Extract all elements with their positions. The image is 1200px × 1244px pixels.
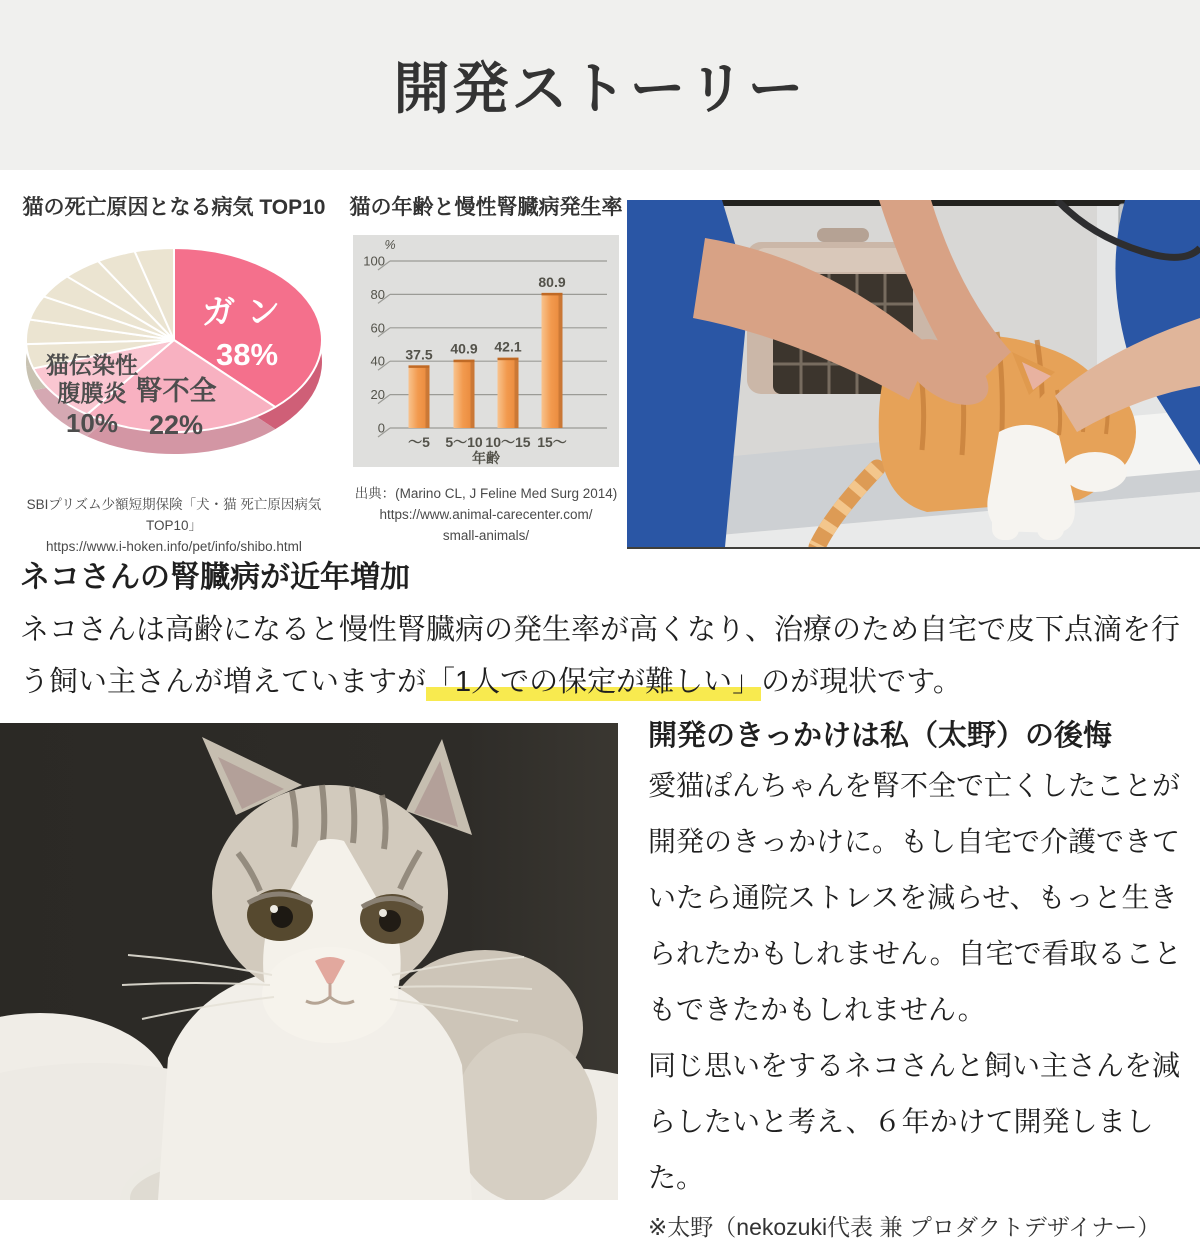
bar-chart [353, 235, 619, 467]
svg-text:10～15: 10～15 [485, 434, 531, 450]
svg-text:年齢: 年齢 [472, 450, 500, 466]
svg-text:ガン: ガン [202, 293, 292, 330]
development-story-section [648, 714, 1188, 1244]
bar-source-link: https://www.animal-carecenter.com/ [379, 507, 593, 522]
svg-text:22%: 22% [148, 410, 204, 440]
svg-text:猫伝染性: 猫伝染性 [46, 352, 138, 378]
svg-text:100: 100 [363, 253, 385, 269]
bar-source [342, 483, 630, 546]
svg-text:0: 0 [377, 420, 385, 436]
svg-text:%: % [384, 238, 396, 252]
pie-source-link: https://www.i-hoken.info/pet/info/shibo.html [46, 539, 302, 554]
pie-chart-svg [14, 235, 334, 490]
story-footnote: ※太野（nekozuki代表 兼 プロダクトデザイナー） [648, 1214, 1161, 1240]
bar-source-line: 出典：(Marino CL, J Feline Med Surg 2014) [354, 486, 618, 501]
pie-source [8, 494, 340, 557]
pie-chart-block [8, 193, 340, 557]
bar-chart-block [342, 193, 630, 546]
story-paragraph-2: 同じ思いをするネコさんと飼い主さんを減らしたいと考え、６年かけて開発しました。 [648, 1050, 1181, 1193]
vet-exam-illustration [627, 200, 1200, 547]
bar-source-link2: small-animals/ [442, 528, 530, 543]
kidney-section-body [20, 604, 1186, 708]
svg-text:37.5: 37.5 [405, 346, 433, 363]
kidney-body-text: ネコさんは高齢になると慢性腎臓病の発生率が高くなり、治療のため自宅で皮下点滴を行う飼い主さんが増えていますが [20, 614, 1181, 698]
kidney-disease-section [20, 558, 1186, 708]
svg-text:腎不全: 腎不全 [135, 376, 217, 406]
svg-text:20: 20 [370, 387, 385, 403]
kidney-body-text-after: のが現状です。 [761, 666, 962, 698]
highlighted-phrase: 「1人での保定が難しい」 [426, 666, 761, 701]
svg-text:腹膜炎: 腹膜炎 [57, 380, 127, 406]
bar-chart-title: 猫の年齢と慢性腎臓病発生率 [349, 196, 623, 219]
pie-chart [14, 235, 334, 490]
svg-text:5～10: 5～10 [445, 434, 483, 450]
svg-text:80.9: 80.9 [538, 273, 566, 290]
story-paragraph-1: 愛猫ぽんちゃんを腎不全で亡くしたことが開発のきっかけに。もし自宅で介護できていたら通院ストレスを減らせ、もっと生きられたかもしれません。自宅で看取ることもできたかもしれません。 [648, 770, 1182, 1025]
page-header [0, 0, 1200, 170]
pie-source-line: SBIプリズム少額短期保険「犬・猫 死亡原因病気TOP10」 [26, 497, 322, 533]
cat-portrait-illustration [0, 723, 618, 1200]
bar-chart-svg [353, 235, 619, 467]
svg-text:～5: ～5 [408, 434, 430, 450]
vet-exam-photo [627, 200, 1200, 549]
pie-chart-title: 猫の死亡原因となる病気 TOP10 [22, 196, 326, 219]
svg-text:15～: 15～ [537, 434, 567, 450]
svg-text:60: 60 [370, 320, 385, 336]
page-title: 開発ストーリー [393, 57, 807, 120]
svg-text:40: 40 [370, 353, 385, 369]
ponchan-cat-photo [0, 723, 618, 1200]
svg-text:40.9: 40.9 [450, 340, 478, 357]
svg-text:38%: 38% [215, 337, 279, 372]
svg-text:80: 80 [370, 286, 385, 302]
svg-text:10%: 10% [65, 408, 119, 438]
svg-text:42.1: 42.1 [494, 338, 522, 355]
story-heading: 開発のきっかけは私（太野）の後悔 [648, 720, 1113, 752]
kidney-section-heading: ネコさんの腎臓病が近年増加 [20, 561, 410, 594]
